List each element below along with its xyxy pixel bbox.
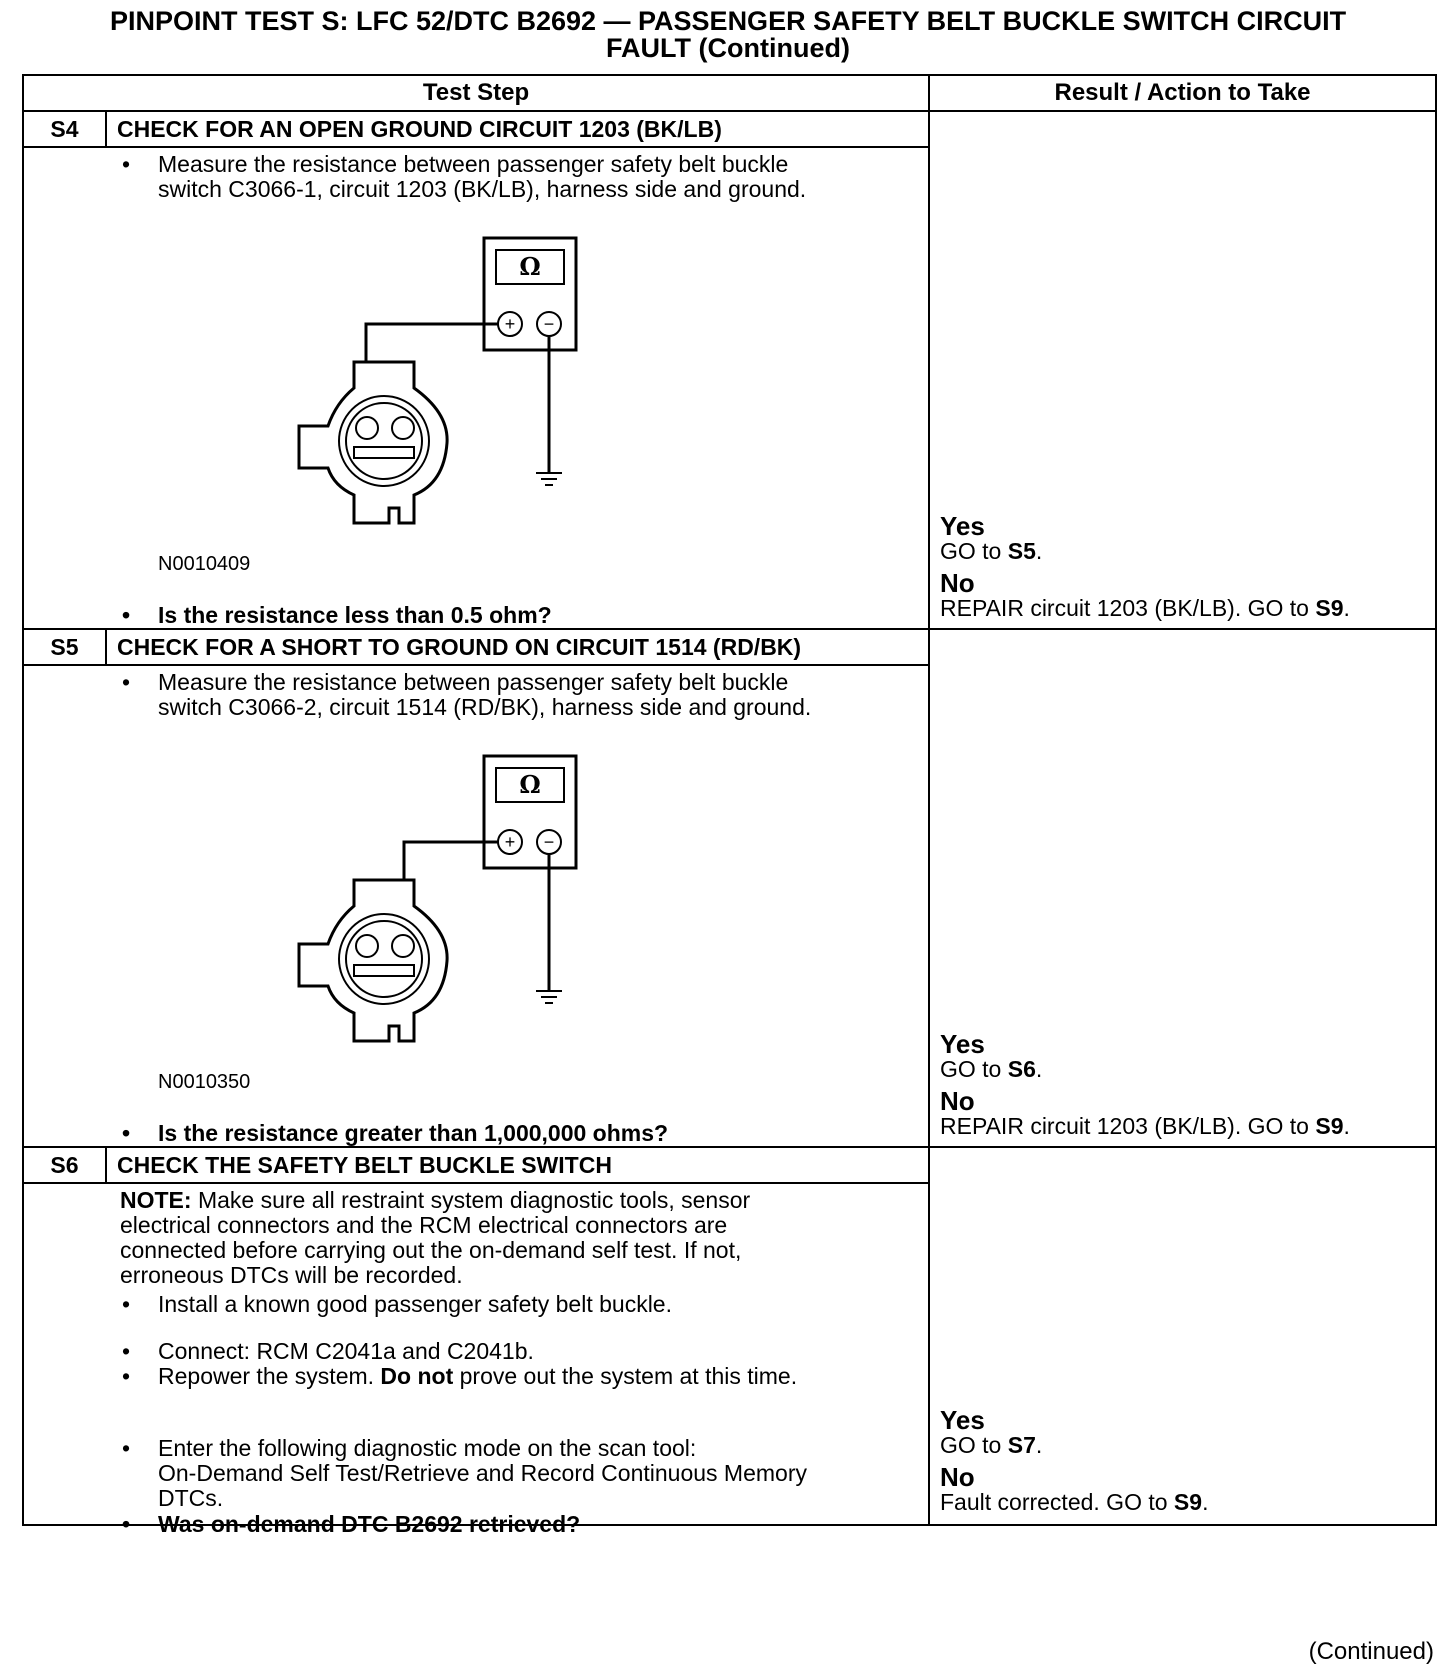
no-label: No [940, 1086, 975, 1116]
pin-1 [356, 935, 378, 957]
header-result: Result / Action to Take [929, 75, 1436, 111]
instruction [158, 670, 811, 720]
result-no [940, 1462, 1209, 1515]
ohm-symbol: Ω [519, 252, 541, 281]
no-text: Fault corrected. GO to [940, 1489, 1174, 1515]
no-label: No [940, 1462, 975, 1492]
figure-id: N0010409 [158, 553, 251, 575]
instruction-line: Enter the following diagnostic mode on the scan tool: [158, 1435, 697, 1461]
yes-target: S6 [1007, 1056, 1036, 1082]
question: Is the resistance greater than 1,000,000 ohms? [158, 1120, 669, 1146]
yes-label: Yes [940, 1405, 985, 1435]
plus-icon: + [504, 314, 516, 334]
pin-1 [356, 417, 378, 439]
page-title-line1: PINPOINT TEST S: LFC 52/DTC B2692 — PASSENGER SAFETY BELT BUCKLE SWITCH CIRCUIT [109, 6, 1347, 36]
no-end: . [1343, 595, 1350, 621]
note-line: Make sure all restraint system diagnostic tools, sensor [191, 1187, 751, 1213]
bullet: • [122, 1363, 131, 1389]
step-id: S6 [23, 1147, 106, 1183]
no-end: . [1202, 1489, 1209, 1515]
yes-end: . [1035, 538, 1043, 564]
step-s6-result [929, 1147, 1436, 1525]
step-heading: CHECK FOR A SHORT TO GROUND ON CIRCUIT 1514 (RD/BK) [106, 629, 929, 665]
ohmmeter-diagram [274, 228, 594, 528]
result-no [940, 1086, 1350, 1139]
yes-label: Yes [940, 511, 985, 541]
step-heading: CHECK FOR AN OPEN GROUND CIRCUIT 1203 (BK/LB) [106, 111, 929, 147]
instruction-line: switch C3066-2, circuit 1514 (RD/BK), harness side and ground. [158, 694, 812, 720]
step-s4-body [24, 148, 928, 628]
bullet: • [122, 1511, 131, 1537]
step-s5-heading-row [23, 629, 1436, 665]
page-title [22, 8, 1434, 62]
yes-text: GO to [940, 1432, 1008, 1458]
step-s5-body [24, 666, 928, 1146]
no-label: No [940, 568, 975, 598]
instruction [158, 1436, 807, 1511]
no-end: . [1343, 1113, 1350, 1139]
ohm-symbol: Ω [519, 770, 541, 799]
ohmmeter-diagram [274, 746, 594, 1046]
step-s4-heading-row [23, 111, 1436, 147]
yes-text: GO to [940, 538, 1008, 564]
instruction-line: switch C3066-1, circuit 1203 (BK/LB), harness side and ground. [158, 176, 807, 202]
pinpoint-test-table [22, 74, 1437, 1537]
bullet: • [122, 1338, 131, 1364]
result-yes [940, 1405, 1043, 1458]
bullet: • [122, 1435, 131, 1461]
instruction: Install a known good passenger safety belt buckle. [158, 1291, 672, 1317]
no-target: S9 [1315, 595, 1344, 621]
note-line: erroneous DTCs will be recorded. [120, 1262, 463, 1288]
bullet: • [122, 151, 131, 177]
figure-id: N0010350 [158, 1071, 251, 1093]
instruction-line: On-Demand Self Test/Retrieve and Record Continuous Memory [158, 1460, 807, 1486]
instruction: Repower the system. Do not prove out the system at this time. [158, 1363, 798, 1389]
no-target: S9 [1315, 1113, 1344, 1139]
pin-2 [392, 935, 414, 957]
note [120, 1188, 750, 1288]
result-yes [940, 511, 1043, 564]
minus-icon: − [543, 832, 555, 852]
note-line: electrical connectors and the RCM electrical connectors are [120, 1212, 728, 1238]
step-id: S4 [23, 111, 106, 147]
question: Was on-demand DTC B2692 retrieved? [158, 1511, 581, 1537]
plus-icon: + [504, 832, 516, 852]
instruction [158, 152, 806, 202]
no-target: S9 [1173, 1489, 1203, 1515]
step-heading: CHECK THE SAFETY BELT BUCKLE SWITCH [106, 1147, 929, 1183]
table-header-row [23, 75, 1436, 111]
note-label: NOTE: [120, 1187, 192, 1213]
bullet: • [122, 602, 131, 628]
bullet: • [122, 1291, 131, 1317]
yes-label: Yes [940, 1029, 985, 1059]
pin-2 [392, 417, 414, 439]
bullet: • [122, 1120, 131, 1146]
yes-end: . [1035, 1432, 1043, 1458]
step-s6-heading-row [23, 1147, 1436, 1183]
instruction: Connect: RCM C2041a and C2041b. [158, 1338, 534, 1364]
yes-text: GO to [940, 1056, 1008, 1082]
result-no [940, 568, 1350, 621]
note-line: connected before carrying out the on-demand self test. If not, [120, 1237, 742, 1263]
minus-icon: − [543, 314, 555, 334]
page-title-line2: FAULT (Continued) [606, 33, 850, 63]
yes-end: . [1035, 1056, 1043, 1082]
step-id: S5 [23, 629, 106, 665]
step-s5-result [929, 629, 1436, 1147]
no-text: REPAIR circuit 1203 (BK/LB). GO to [940, 1113, 1316, 1139]
step-s4-result [929, 111, 1436, 629]
no-text: REPAIR circuit 1203 (BK/LB). GO to [940, 595, 1316, 621]
yes-target: S5 [1007, 538, 1036, 564]
instruction-line: DTCs. [158, 1485, 224, 1511]
step-s6-body [24, 1184, 928, 1537]
instruction-line: Measure the resistance between passenger safety belt buckle [158, 669, 789, 695]
yes-target: S7 [1007, 1432, 1036, 1458]
bullet: • [122, 669, 131, 695]
continued-label: (Continued) [1308, 1638, 1434, 1665]
question: Is the resistance less than 0.5 ohm? [158, 602, 552, 628]
header-test-step: Test Step [23, 75, 929, 111]
instruction-line: Measure the resistance between passenger safety belt buckle [158, 151, 789, 177]
result-yes [940, 1029, 1043, 1082]
